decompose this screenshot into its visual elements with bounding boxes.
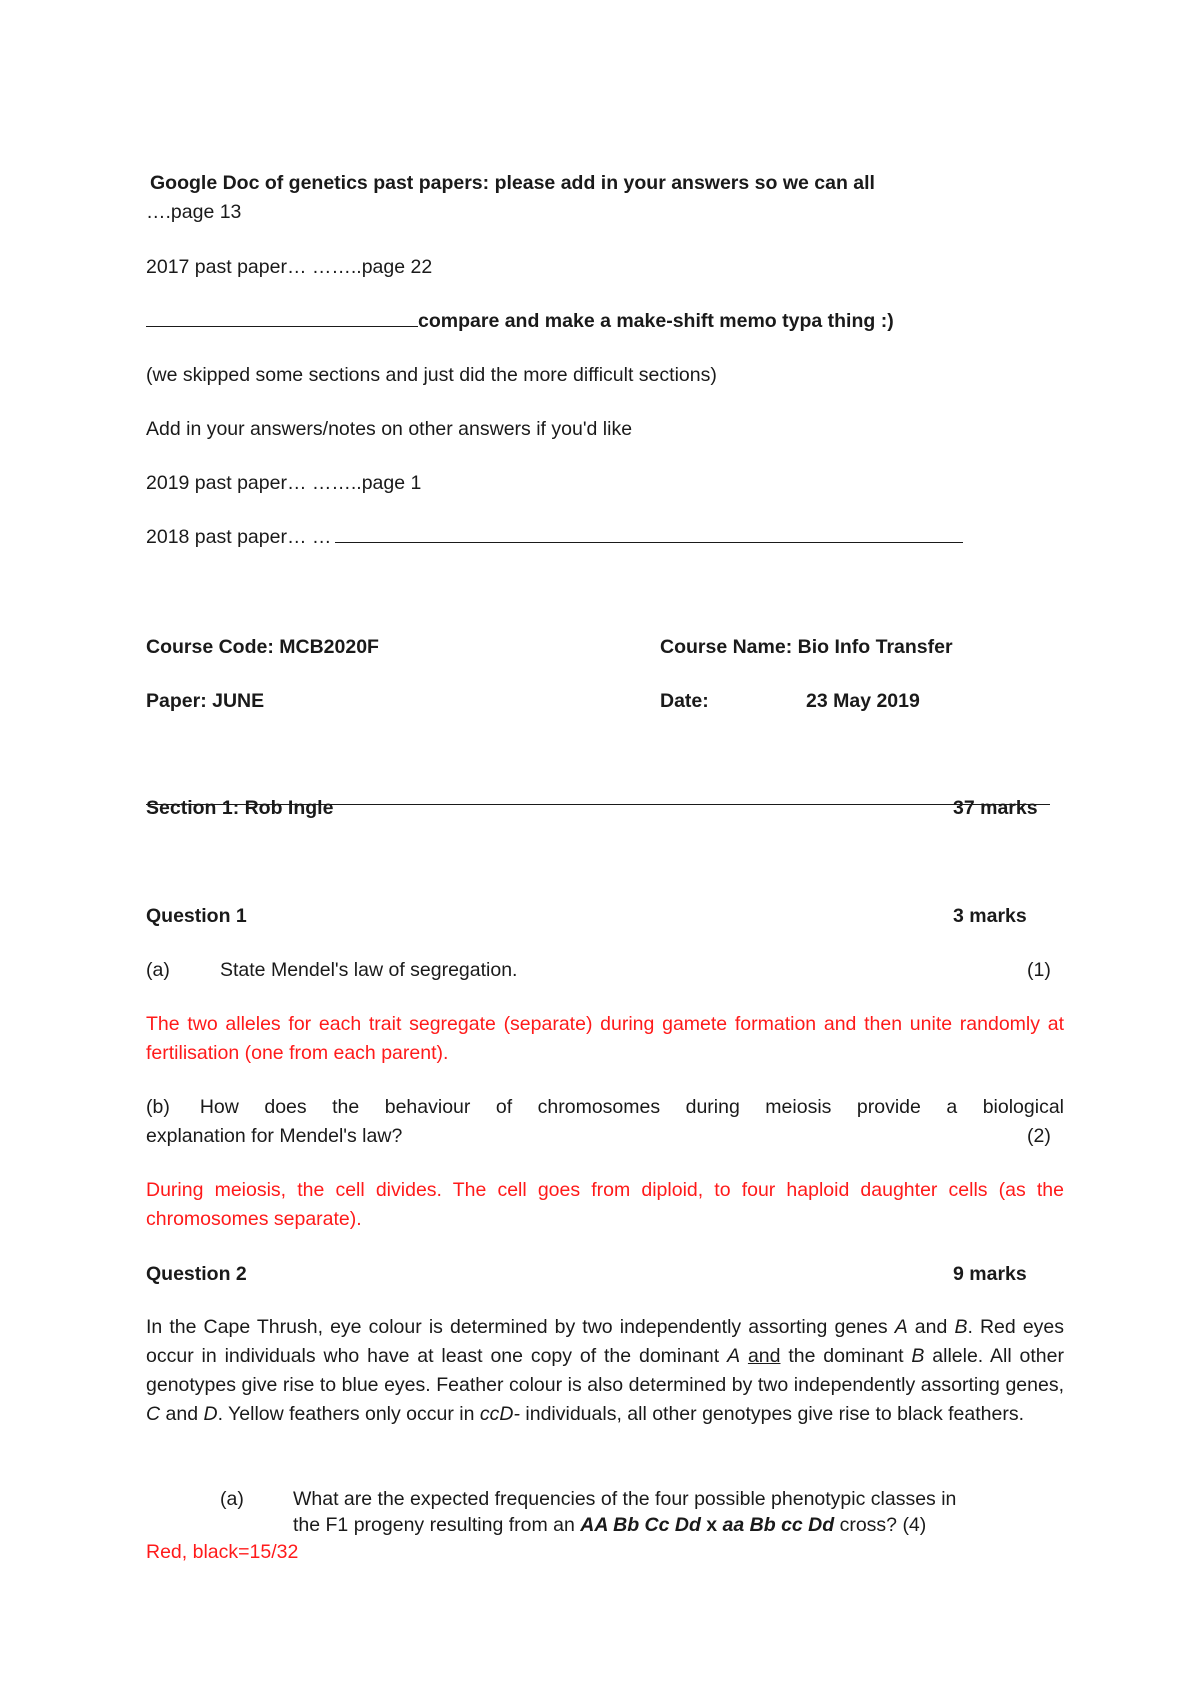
doc-title: Google Doc of genetics past papers: please add in your answers so we can all (150, 172, 875, 194)
q2-text: and (160, 1403, 204, 1425)
q2-text: allele. All other genotypes give rise to blue eyes. Feather colour is also determined by two independently assorting genes, (146, 1345, 1064, 1396)
section-underline (146, 804, 1050, 805)
date-label: Date: (660, 690, 709, 712)
question-1-title: Question 1 (146, 905, 247, 927)
q2a-line2 (293, 1514, 926, 1537)
q2a-label: (a) (220, 1488, 244, 1510)
q2-text: . Red eyes occur in individuals who have at least one copy of the dominant (146, 1316, 1065, 1367)
q1b-line1 (146, 1096, 1064, 1119)
q1b-marks: (2) (1027, 1125, 1051, 1147)
question-2-title: Question 2 (146, 1263, 247, 1285)
q2a-text: the F1 progeny resulting from an (293, 1514, 581, 1536)
section-title: Section 1: Rob Ingle (146, 797, 334, 819)
q1b-answer: During meiosis, the cell divides. The cell goes from diploid, to four haploid daughter cells (as the chromosomes separate). (146, 1179, 1064, 1230)
question-2-marks: 9 marks (953, 1263, 1027, 1285)
q1a-answer: The two alleles for each trait segregate (separate) during gamete formation and then unite randomly at fertilisation (one from each parent). (146, 1013, 1064, 1064)
compare-text: compare and make a make-shift memo typa thing :) (418, 310, 894, 332)
q2a-line1: What are the expected frequencies of the four possible phenotypic classes in (293, 1488, 957, 1510)
skipped-note: (we skipped some sections and just did the more difficult sections) (146, 364, 717, 386)
q2-text: individuals, all other genotypes give rise to black feathers. (519, 1403, 1024, 1425)
cross-parent-1: AA Bb Cc Dd (580, 1514, 701, 1536)
gene-b: B (954, 1316, 968, 1338)
toc-2018 (146, 526, 963, 549)
q2-text: In the Cape Thrush, eye colour is determined by two independently assorting genes (146, 1316, 895, 1338)
q1a-marks: (1) (1027, 959, 1051, 981)
section-marks: 37 marks (953, 797, 1038, 819)
gene-c: C (146, 1403, 161, 1425)
gene-a: A (727, 1345, 741, 1367)
q2-paragraph (146, 1313, 1064, 1429)
q1b-text-2: explanation for Mendel's law? (146, 1125, 403, 1147)
toc-2018-text: 2018 past paper… … (146, 526, 332, 548)
q2-text: the dominant (780, 1345, 912, 1367)
question-1-marks: 3 marks (953, 905, 1027, 927)
gene-b: B (911, 1345, 925, 1367)
blank-rule (335, 528, 963, 543)
q2-text: . Yellow feathers only occur in (217, 1403, 480, 1425)
q2a-text: cross? (4) (834, 1514, 927, 1536)
toc-2017: 2017 past paper… ……..page 22 (146, 256, 433, 278)
course-name: Course Name: Bio Info Transfer (660, 636, 953, 658)
underlined-and: and (747, 1345, 781, 1367)
add-in-note: Add in your answers/notes on other answers if you'd like (146, 418, 633, 440)
genotype-ccd: ccD- (479, 1403, 520, 1425)
q2a-answer: Red, black=15/32 (146, 1541, 299, 1563)
cross-parent-2: aa Bb cc Dd (722, 1514, 835, 1536)
q1a-text: State Mendel's law of segregation. (220, 959, 518, 981)
cross-x: x (700, 1514, 723, 1536)
q2-text (740, 1345, 748, 1367)
gene-d: D (203, 1403, 218, 1425)
toc-page13: ….page 13 (146, 201, 242, 223)
gene-a: A (894, 1316, 908, 1338)
compare-line (146, 310, 894, 333)
course-code: Course Code: MCB2020F (146, 636, 379, 658)
q1a-label: (a) (146, 959, 170, 981)
q2-text: and (907, 1316, 955, 1338)
q1b-text-1: How does the behaviour of chromosomes during meiosis provide a biological (199, 1096, 1064, 1118)
toc-2019: 2019 past paper… ……..page 1 (146, 472, 422, 494)
blank-rule (146, 312, 418, 327)
q1b-label: (b) (146, 1096, 170, 1118)
date-value: 23 May 2019 (806, 690, 920, 712)
paper-label: Paper: JUNE (146, 690, 265, 712)
